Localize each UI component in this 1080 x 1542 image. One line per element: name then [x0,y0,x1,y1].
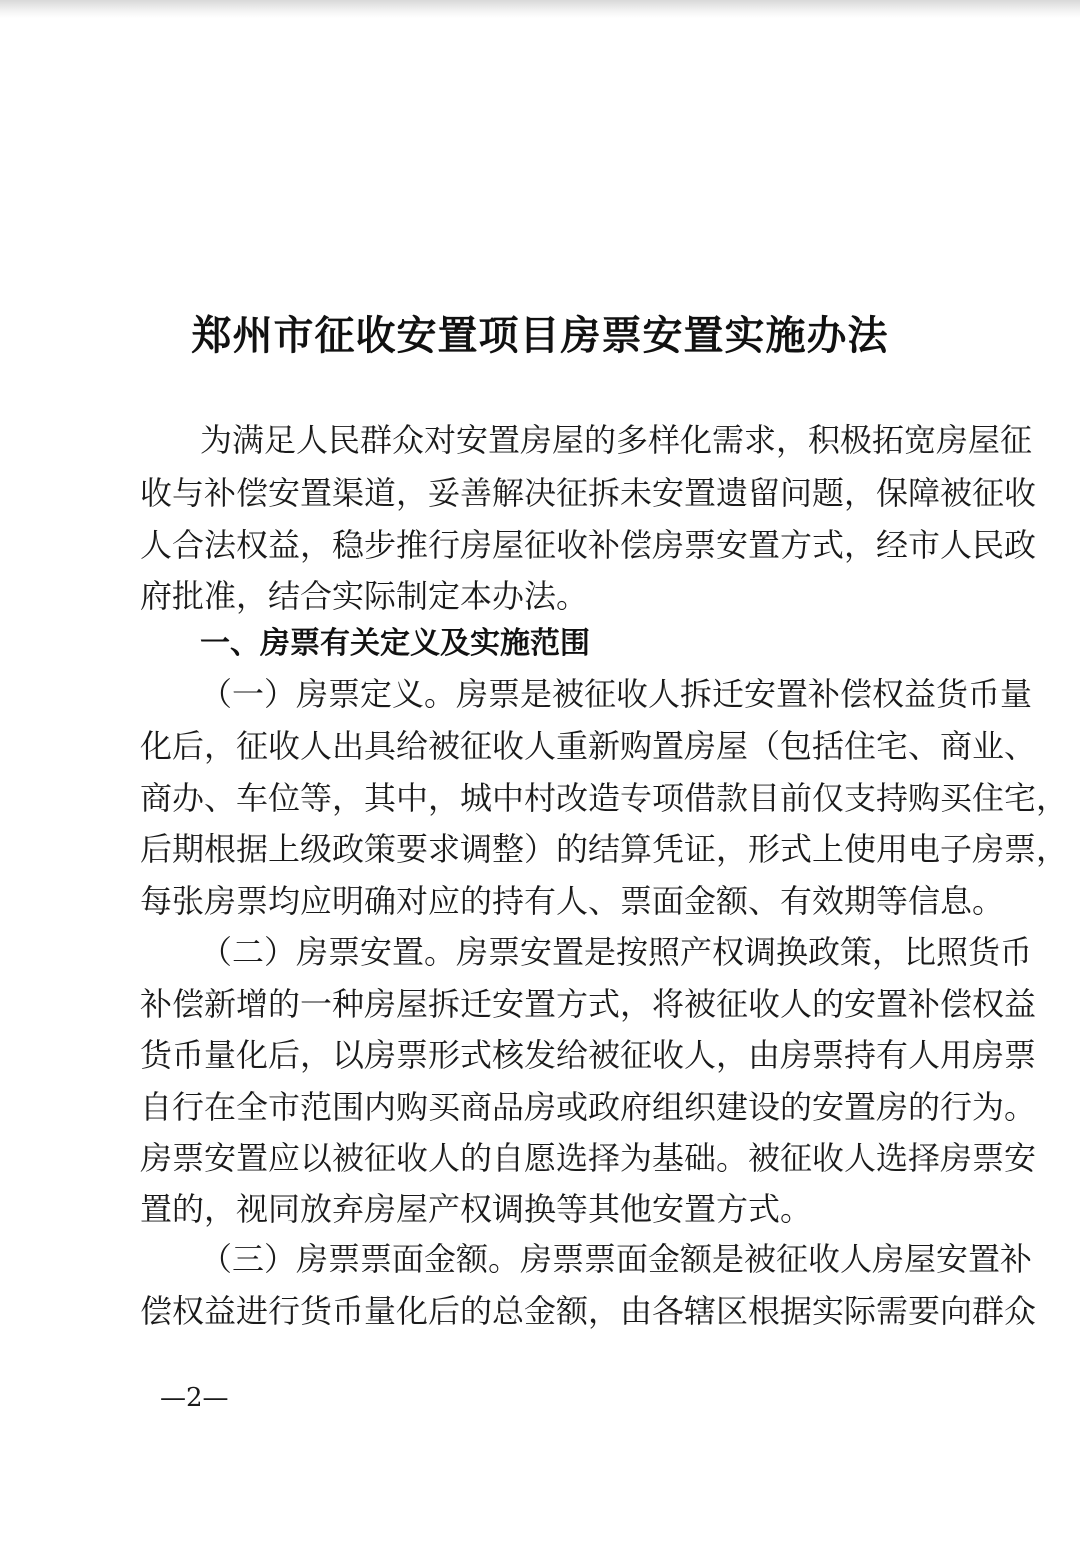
paragraph-line: 自行在全市范围内购买商品房或政府组织建设的安置房的行为。 [140,1088,1037,1126]
paragraph-line: 化后，征收人出具给被征收人重新购置房屋（包括住宅、商业、 [140,727,1037,765]
paragraph-line: 商办、车位等，其中，城中村改造专项借款目前仅支持购买住宅， [140,779,1069,817]
paragraph-line: （一）房票定义。房票是被征收人拆迁安置补偿权益货币量 [200,675,1033,713]
paragraph-line: 置的，视同放弃房屋产权调换等其他安置方式。 [140,1190,813,1228]
paragraph-line: 补偿新增的一种房屋拆迁安置方式，将被征收人的安置补偿权益 [140,985,1037,1023]
paragraph-line: 后期根据上级政策要求调整）的结算凭证，形式上使用电子房票， [140,830,1069,868]
paragraph-line: 人合法权益，稳步推行房屋征收补偿房票安置方式，经市人民政 [140,526,1037,564]
paragraph-line: （三）房票票面金额。房票票面金额是被征收人房屋安置补 [200,1240,1033,1278]
page-number: —2— [160,1383,229,1413]
top-edge-shadow [0,0,1080,18]
section-heading: 一、房票有关定义及实施范围 [200,626,590,661]
paragraph-line: 为满足人民群众对安置房屋的多样化需求，积极拓宽房屋征 [200,421,1033,459]
paragraph-line: 每张房票均应明确对应的持有人、票面金额、有效期等信息。 [140,882,1005,920]
document-title: 郑州市征收安置项目房票安置实施办法 [191,312,889,359]
paragraph-line: 货币量化后，以房票形式核发给被征收人，由房票持有人用房票 [140,1036,1037,1074]
paragraph-line: 房票安置应以被征收人的自愿选择为基础。被征收人选择房票安 [140,1139,1037,1177]
paragraph-line: 偿权益进行货币量化后的总金额，由各辖区根据实际需要向群众 [140,1292,1037,1330]
paragraph-line: 府批准，结合实际制定本办法。 [140,577,589,615]
paragraph-line: （二）房票安置。房票安置是按照产权调换政策，比照货币 [200,933,1033,971]
paragraph-line: 收与补偿安置渠道，妥善解决征拆未安置遗留问题，保障被征收 [140,474,1037,512]
